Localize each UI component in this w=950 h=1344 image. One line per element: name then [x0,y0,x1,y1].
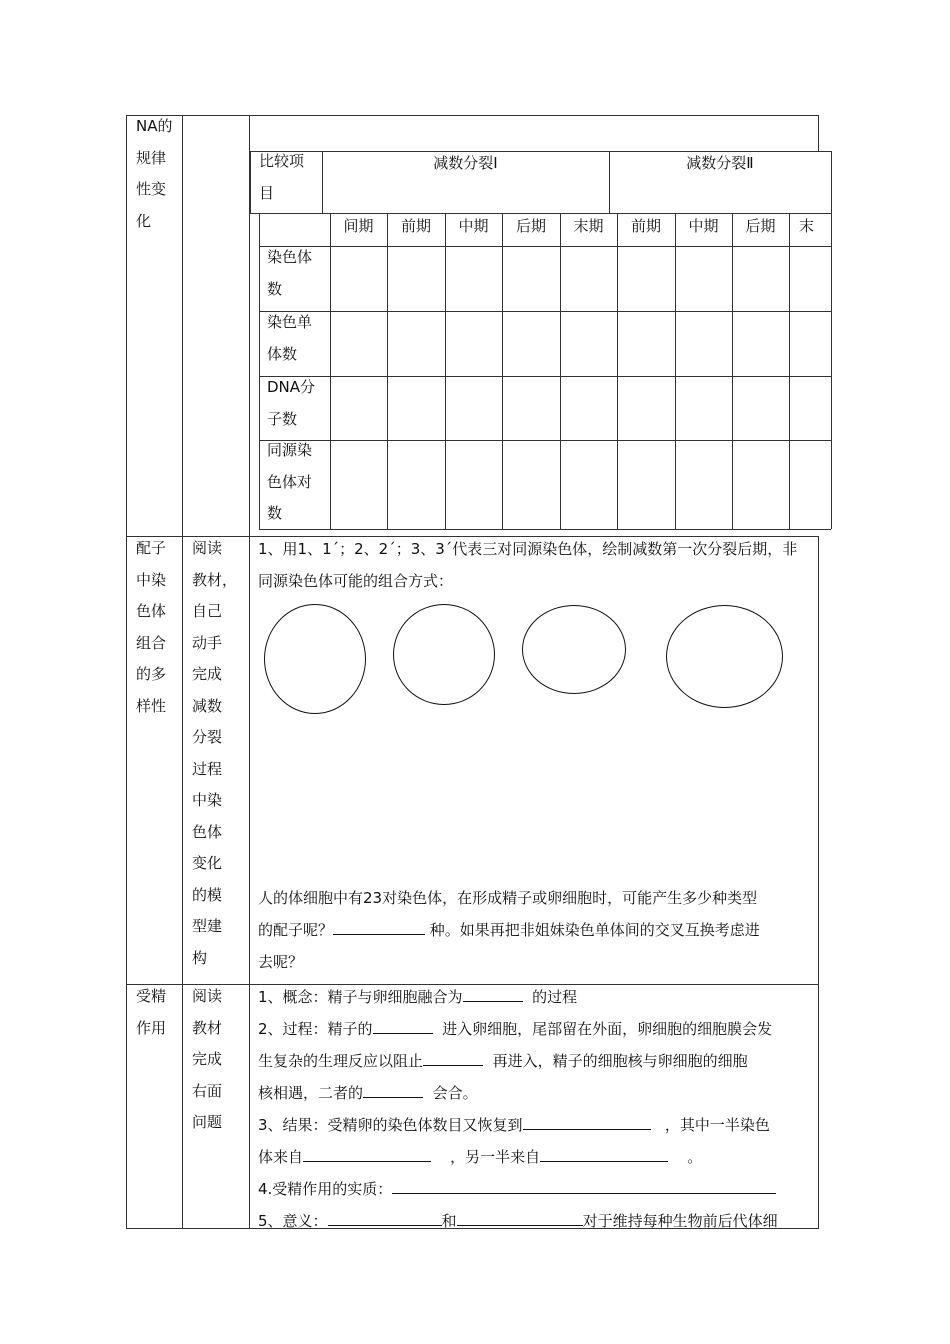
inner-body-col-1 [387,213,388,529]
inner-row-line-1 [259,246,831,247]
significance-blank-2[interactable] [457,1209,583,1226]
process-text-2-cont: 再进入，精子的细胞核与卵细胞的细胞 [492,1052,748,1070]
drawing-circle-4[interactable] [666,605,783,708]
inner-body-col-0 [330,213,331,529]
inner-body-col-8 [789,213,790,529]
inner-row-line-5 [259,529,831,530]
question-2-line-1: 人的体细胞中有23对染色体，在形成精子或卵细胞时，可能产生多少种类型 [258,889,758,907]
row-label-homologous-pairs: 同源染 色体对 数 [267,441,313,522]
fertilization-process-line-2 [258,1045,748,1077]
fertilization-result-line-1 [258,1109,770,1141]
process-text-cont: 进入卵细胞，尾部留在外面，卵细胞的细胞膜会发 [442,1020,773,1038]
question-2-text-a: 的配子呢？ [258,921,334,939]
row2-mid-label: 阅读 教材， 自己 动手 完成 减数 分裂 过程 中染 色体 变化 的模 型建 构 [192,539,238,967]
phase-header: 中期 [688,217,719,235]
phase-header: 间期 [343,217,374,235]
inner-table-right [831,151,832,529]
row3-left-label: 受精 作用 [136,987,167,1037]
process-text-3: 核相遇，二者的 [258,1084,364,1102]
process-text: 2、过程：精子的 [258,1020,373,1038]
result-text-2-end: 。 [687,1148,703,1166]
significance-text: 5、意义： [258,1212,328,1230]
essence-text: 4.受精作用的实质： [258,1180,393,1198]
row-label-chromosome-count: 染色体 数 [267,248,313,298]
sperm-part-blank[interactable] [373,1017,433,1034]
concept-text: 1、概念：精子与卵细胞融合为 [258,988,463,1006]
outer-border-right [818,115,819,151]
essence-blank[interactable] [392,1177,776,1194]
column-divider-2 [249,115,250,1228]
process-text-2: 生复杂的生理反应以阻止 [258,1052,424,1070]
fertilization-significance [258,1205,778,1237]
inner-body-col-7 [732,213,733,529]
row3-mid-label: 阅读 教材 完成 右面 问题 [192,987,223,1131]
question-2-line-2 [258,914,760,946]
outer-border-right-lower [818,536,819,1228]
drawing-circle-3[interactable] [522,605,626,694]
result-text: 3、结果：受精卵的染色体数目又恢复到 [258,1116,523,1134]
inner-row-line-3 [259,376,831,377]
inner-body-col-6 [675,213,676,529]
phase-header: 前期 [630,217,661,235]
row2-left-label: 配子 中染 色体 组合 的多 样性 [136,539,167,715]
inner-row-line-4 [259,440,831,441]
compare-item-label: 比较项 目 [259,152,305,202]
block-blank[interactable] [423,1049,483,1066]
phase-header: 中期 [458,217,489,235]
phase-header: 末 [799,217,815,235]
row-label-dna-count: DNA分 子数 [267,378,316,428]
half-from-blank-1[interactable] [303,1145,431,1162]
merge-blank[interactable] [363,1081,423,1098]
concept-text-end: 的过程 [532,988,578,1006]
question-1-line-1: 1、用1、1´；2、2´；3、3´代表三对同源染色体，绘制减数第一次分裂后期，非 [258,540,798,558]
drawing-circle-1[interactable] [264,604,366,714]
inner-body-left [259,213,260,529]
phase-header: 后期 [515,217,546,235]
fertilization-essence [258,1173,776,1205]
significance-text-end: 对于维持每种生物前后代体细 [582,1212,778,1230]
drawing-circle-2[interactable] [393,604,495,705]
question-2-line-3: 去呢？ [258,953,304,971]
fertilization-process-line-1 [258,1013,772,1045]
inner-body-col-4 [560,213,561,529]
fertilization-process-line-3 [258,1077,478,1109]
fertilization-concept [258,981,577,1013]
result-text-cont: ，其中一半染色 [664,1116,770,1134]
fertilization-result-line-2 [258,1141,702,1173]
inner-body-col-2 [445,213,446,529]
phase-header: 末期 [573,217,604,235]
half-from-blank-2[interactable] [540,1145,668,1162]
outer-border-left [126,115,127,1228]
row-label-chromatid-count: 染色单 体数 [267,313,313,363]
process-text-3-end: 会合。 [432,1084,478,1102]
inner-row-line-2 [259,311,831,312]
inner-table-left [250,151,251,213]
question-1-line-2: 同源染色体可能的组合方式： [258,572,454,590]
result-text-2: 体来自 [258,1148,304,1166]
meiosis-1-header: 减数分裂Ⅰ [433,154,498,172]
significance-blank-1[interactable] [328,1209,442,1226]
inner-body-col-3 [502,213,503,529]
meiosis-2-header: 减数分裂Ⅱ [686,154,754,172]
phase-header: 后期 [745,217,776,235]
outer-border-top [126,115,819,116]
chromosome-restore-blank[interactable] [523,1113,651,1130]
result-text-2-cont: ，另一半来自 [450,1148,541,1166]
concept-blank[interactable] [463,985,523,1002]
significance-and: 和 [441,1212,457,1230]
question-2-text-b: 种。如果再把非姐妹染色单体间的交叉互换考虑进 [429,921,760,939]
column-divider-1 [182,115,183,1228]
phase-header: 前期 [400,217,431,235]
row1-left-label: NA的 规律 性变 化 [136,117,173,230]
gamete-types-blank[interactable] [333,918,425,935]
inner-body-col-5 [617,213,618,529]
